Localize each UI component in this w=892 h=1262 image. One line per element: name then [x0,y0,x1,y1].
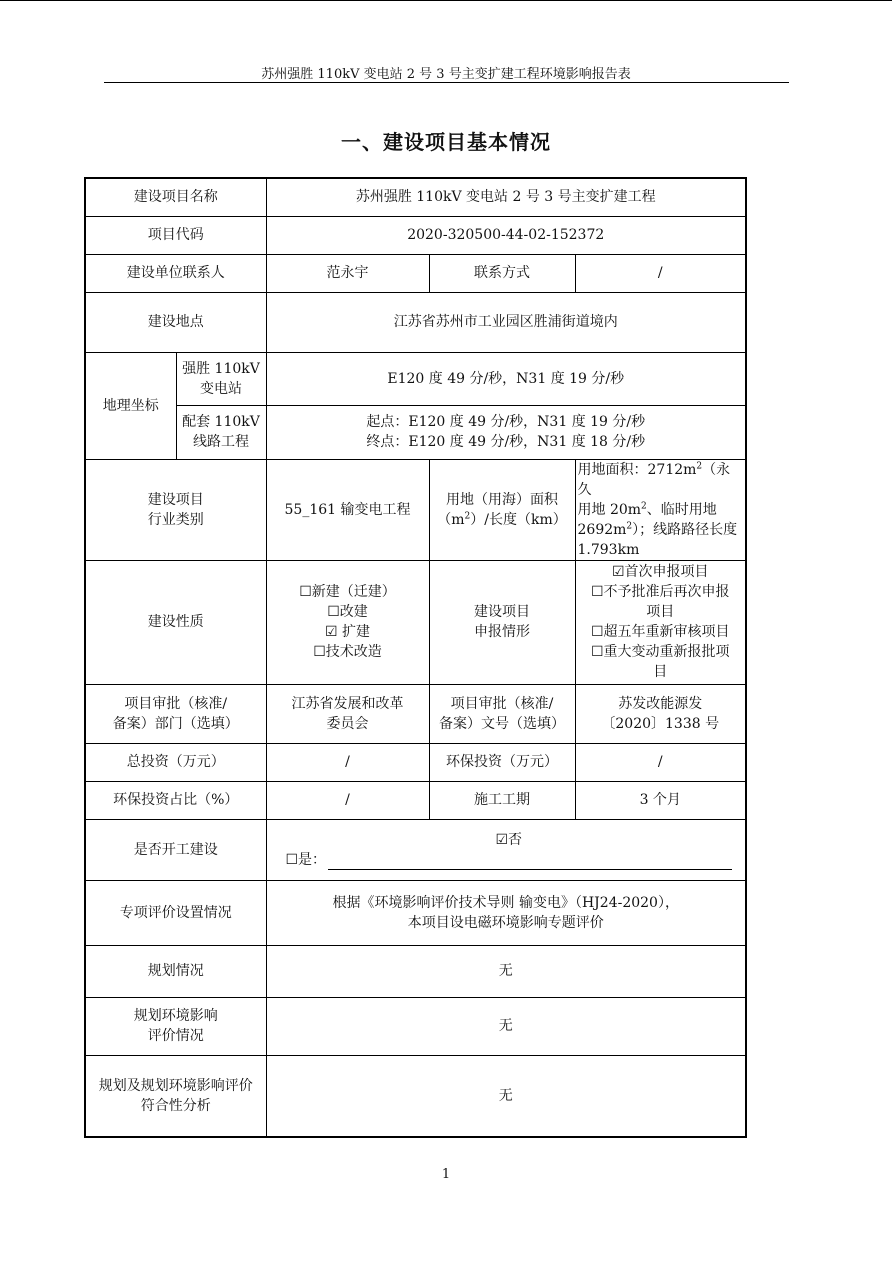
geo-substation-label: 强胜 110kV 变电站 [176,352,266,405]
plan-label: 规划情况 [85,945,266,997]
header-rule [104,82,789,83]
started-options [266,819,746,880]
table-row [85,997,746,1055]
special-label: 专项评价设置情况 [85,880,266,945]
checkbox-started[interactable]: ☐是： [285,851,327,868]
nature-label: 建设性质 [85,560,266,684]
special-value: 根据《环境影响评价技术导则 输变电》（HJ24-2020）， 本项目设电磁环境影响专题评价 [266,880,746,945]
checkbox-resubmit[interactable]: ☐不予批准后再次申报 [590,584,730,600]
table-row [85,560,746,684]
area-label: 用地（用海）面积 $(m^2)/$长度（km） [429,459,575,560]
checkbox-five-years[interactable]: ☐超五年重新审核项目 [590,624,730,640]
industry-value: 55_161 输变电工程 [266,459,429,560]
checkbox-new[interactable]: ☐新建（迁建） [299,584,396,600]
env-ratio-value: / [266,781,429,819]
geo-substation-value: E120 度 49 分/秒，N31 度 19 分/秒 [266,352,746,405]
table-row [85,405,746,459]
contact-label: 建设单位联系人 [85,254,266,292]
project-name-label: 建设项目名称 [85,178,266,216]
table-row [85,459,746,560]
table-row [85,945,746,997]
declare-options: ☑首次申报项目 ☐不予批准后再次申报 项目 ☐超五年重新审核项目 ☐重大变动重新报批项 目 [575,560,746,684]
checkbox-tech[interactable]: ☐技术改造 [313,644,382,660]
compliance-value: 无 [266,1055,746,1137]
contact-value: 范永宇 [266,254,429,292]
started-detail-line[interactable] [328,855,732,870]
invest-value: / [266,743,429,781]
checkbox-not-started[interactable]: ☑否 [495,831,523,848]
geo-line-value: 起点：E120 度 49 分/秒，N31 度 19 分/秒 终点：E120 度 49 分/秒，N31 度 18 分/秒 [266,405,746,459]
table-row [85,684,746,743]
table-row [85,1055,746,1137]
approval-dept-label: 项目审批（核准/ 备案）部门（选填） [85,684,266,743]
page-header: 苏州强胜 110kV 变电站 2 号 3 号主变扩建工程环境影响报告表 [261,67,631,82]
nature-options [266,560,429,684]
geo-line-label: 配套 110kV 线路工程 [176,405,266,459]
checkbox-expand[interactable]: ☑ 扩建 [324,624,370,640]
checkbox-first[interactable]: ☑首次申报项目 [611,564,709,580]
env-invest-value: / [575,743,746,781]
table-row [85,781,746,819]
area-value: 用地面积：$2712m^2$（永久 用地 $20m^2$、临时用地 $2692m^2$）；线路路径长度 1.793km [575,459,746,560]
checkbox-major-change[interactable]: ☐重大变动重新报批项 [590,644,730,660]
contact-method-value: / [575,254,746,292]
approval-no-label: 项目审批（核准/ 备案）文号（选填） [429,684,575,743]
declare-label: 建设项目 申报情形 [429,560,575,684]
table-row [85,819,746,880]
invest-label: 总投资（万元） [85,743,266,781]
table-row [85,254,746,292]
approval-dept-value: 江苏省发展和改革 委员会 [266,684,429,743]
code-value: 2020-320500-44-02-152372 [266,216,746,254]
industry-label: 建设项目 行业类别 [85,459,266,560]
period-value: 3 个月 [575,781,746,819]
checkbox-rebuild[interactable]: ☐改建 [327,604,368,620]
contact-method-label: 联系方式 [429,254,575,292]
project-info-table [84,177,747,1138]
approval-no-value: 苏发改能源发 〔2020〕1338 号 [575,684,746,743]
project-name-value: 苏州强胜 110kV 变电站 2 号 3 号主变扩建工程 [266,178,746,216]
section-title: 一、建设项目基本情况 [341,130,551,154]
geo-label: 地理坐标 [85,352,176,459]
location-label: 建设地点 [85,292,266,352]
table-row [85,178,746,216]
period-label: 施工工期 [429,781,575,819]
table-row [85,352,746,405]
table-row [85,216,746,254]
plan-env-label: 规划环境影响 评价情况 [85,997,266,1055]
env-ratio-label: 环保投资占比（%） [85,781,266,819]
table-row [85,880,746,945]
table-row [85,292,746,352]
plan-env-value: 无 [266,997,746,1055]
table-row [85,743,746,781]
code-label: 项目代码 [85,216,266,254]
env-invest-label: 环保投资（万元） [429,743,575,781]
started-label: 是否开工建设 [85,819,266,880]
page-number: 1 [441,1167,451,1182]
compliance-label: 规划及规划环境影响评价 符合性分析 [85,1055,266,1137]
location-value: 江苏省苏州市工业园区胜浦街道境内 [266,292,746,352]
plan-value: 无 [266,945,746,997]
top-border [0,0,892,1]
